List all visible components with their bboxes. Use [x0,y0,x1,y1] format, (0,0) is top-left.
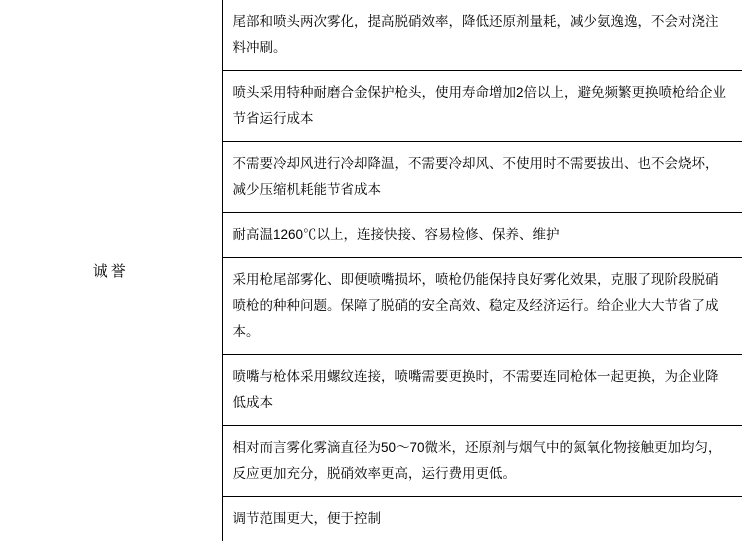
feature-text: 采用枪尾部雾化、即便喷嘴损坏，喷枪仍能保持良好雾化效果，克服了现阶段脱硝喷枪的种种问题。保障了脱硝的安全高效、稳定及经济运行。给企业大大节省了成本。 [232,272,719,339]
feature-text: 喷头采用特种耐磨合金保护枪头，使用寿命增加2倍以上，避免频繁更换喷枪给企业节省运行成本 [232,85,727,126]
table-cell-feature-2 [222,71,742,142]
feature-text: 尾部和喷头两次雾化，提高脱硝效率，降低还原剂量耗，减少氨逸逸，不会对浇注料冲刷。 [232,14,719,55]
table-cell-feature-7 [222,426,742,497]
brand-label: 诚誉 [92,263,129,280]
feature-text: 不需要冷却风进行冷却降温，不需要冷却风、不使用时不需要拔出、也不会烧坏，减少压缩机耗能节省成本 [232,156,719,197]
table-row [0,0,742,71]
table-cell-feature-8 [222,497,742,542]
feature-text: 调节范围更大，便于控制 [232,511,381,526]
row-label-cell [0,0,222,541]
feature-text: 耐高温1260℃以上，连接快接、容易检修、保养、维护 [232,227,560,242]
table-cell-feature-5 [222,258,742,355]
table-cell-feature-3 [222,142,742,213]
feature-text: 喷嘴与枪体采用螺纹连接，喷嘴需要更换时，不需要连同枪体一起更换，为企业降低成本 [232,369,719,410]
feature-text: 相对而言雾化雾滴直径为50～70微米，还原剂与烟气中的氮氧化物接触更加均匀，反应更加充分，脱硝效率更高，运行费用更低。 [232,440,722,481]
table-cell-feature-1 [222,0,742,71]
table-cell-feature-6 [222,355,742,426]
table-cell-feature-4 [222,213,742,258]
